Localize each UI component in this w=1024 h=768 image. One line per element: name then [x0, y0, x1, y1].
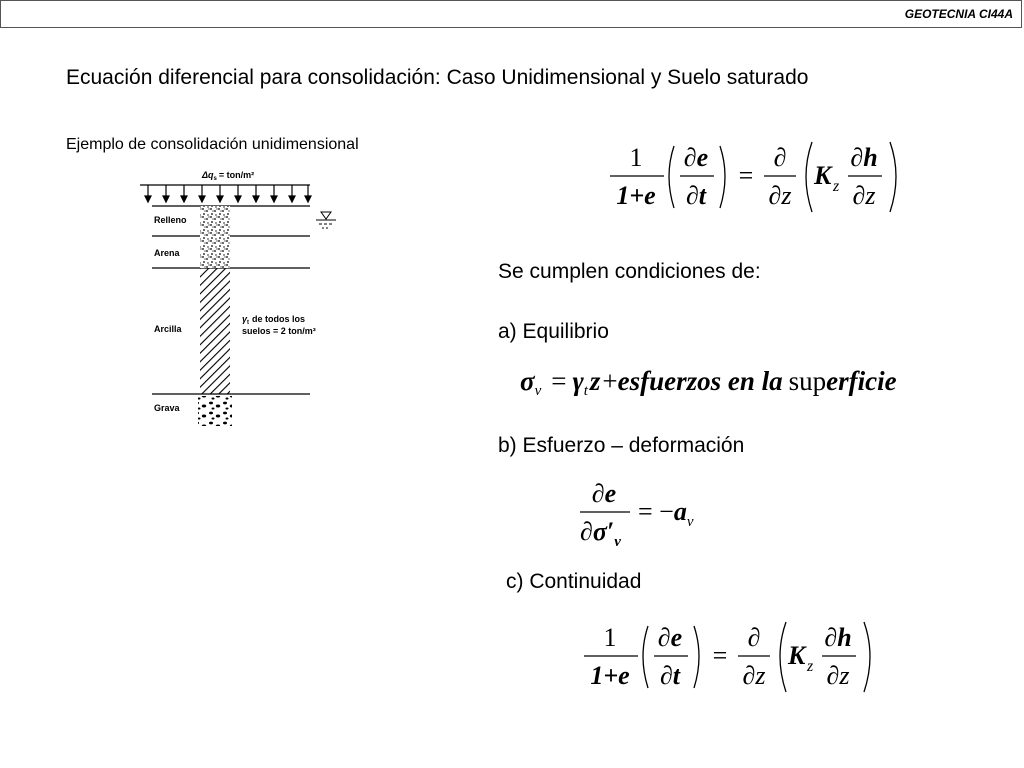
svg-text:= −av: = $-a_v$ [638, 497, 694, 530]
svg-text:z: z [833, 178, 840, 195]
svg-text:1+e: 1+e [616, 181, 656, 210]
load-label: $\Delta q_s = ton/m^2$ [202, 170, 255, 182]
conditions-heading: Se cumplen condiciones de: [498, 260, 761, 283]
condition-stress-strain-label: b) Esfuerzo – deformación [498, 434, 745, 457]
figure-caption: Ejemplo de consolidación unidimensional [66, 136, 359, 153]
svg-text:z: z [807, 658, 814, 675]
svg-text:∂: ∂ [747, 623, 761, 652]
svg-text:∂: ∂ [773, 143, 787, 172]
soil-profile-figure [138, 160, 348, 430]
fill-layer-column [200, 206, 230, 236]
load-arrows [140, 185, 311, 202]
svg-text:∂h: ∂h [850, 143, 878, 172]
svg-text:∂t: ∂t [685, 181, 707, 210]
course-code: GEOTECNIA CI44A [904, 7, 1013, 21]
svg-text:∂h: ∂h [824, 623, 852, 652]
header-bar [0, 0, 1022, 28]
svg-text:∂z: ∂z [742, 661, 766, 690]
svg-text:∂t: ∂t [659, 661, 681, 690]
unit-weight-note-line2: suelos = 2 ton/m³ [242, 326, 316, 336]
page-title: Ecuación diferencial para consolidación: Caso Unidimensional y Suelo saturado [66, 66, 809, 89]
layer-label-arcilla: Arcilla [154, 324, 182, 334]
continuity-equation [574, 616, 884, 696]
layer-label-relleno: Relleno [154, 215, 187, 225]
layer-boundaries [152, 206, 310, 394]
unit-weight-note-line1: $\gamma_t$ de todos los [242, 314, 306, 326]
svg-text:1: 1 [603, 623, 617, 652]
svg-text:σv=γtz+esfuerzos en lasuperfic: σv = γtz+esfuerzos en la superficie [520, 366, 897, 399]
svg-text:∂z: ∂z [768, 181, 792, 210]
equilibrium-equation [510, 360, 950, 400]
svg-text:∂z: ∂z [852, 181, 876, 210]
stress-strain-equation [572, 474, 732, 554]
svg-text:=: = [738, 161, 754, 190]
condition-equilibrium-label: a) Equilibrio [498, 320, 609, 343]
svg-text:∂e: ∂e [657, 623, 683, 652]
svg-text:1: 1 [629, 143, 643, 172]
clay-layer-column [200, 268, 230, 394]
layer-label-grava: Grava [154, 403, 180, 413]
sand-layer-column [200, 236, 230, 268]
layer-label-arena: Arena [154, 248, 180, 258]
svg-text:∂z: ∂z [826, 661, 850, 690]
main-consolidation-equation [600, 136, 910, 216]
water-table-symbol [316, 212, 336, 228]
svg-text:∂e: ∂e [591, 479, 617, 508]
svg-text:∂e: ∂e [683, 143, 709, 172]
svg-text:K: K [814, 161, 832, 190]
svg-text:=: = [712, 641, 728, 670]
svg-text:∂σ′v: $\partial\sigma'_v$ [580, 517, 621, 550]
svg-text:1+e: 1+e [590, 661, 630, 690]
condition-continuity-label: c) Continuidad [506, 570, 642, 593]
gravel-layer-column [198, 396, 232, 426]
svg-text:K: K [788, 641, 806, 670]
